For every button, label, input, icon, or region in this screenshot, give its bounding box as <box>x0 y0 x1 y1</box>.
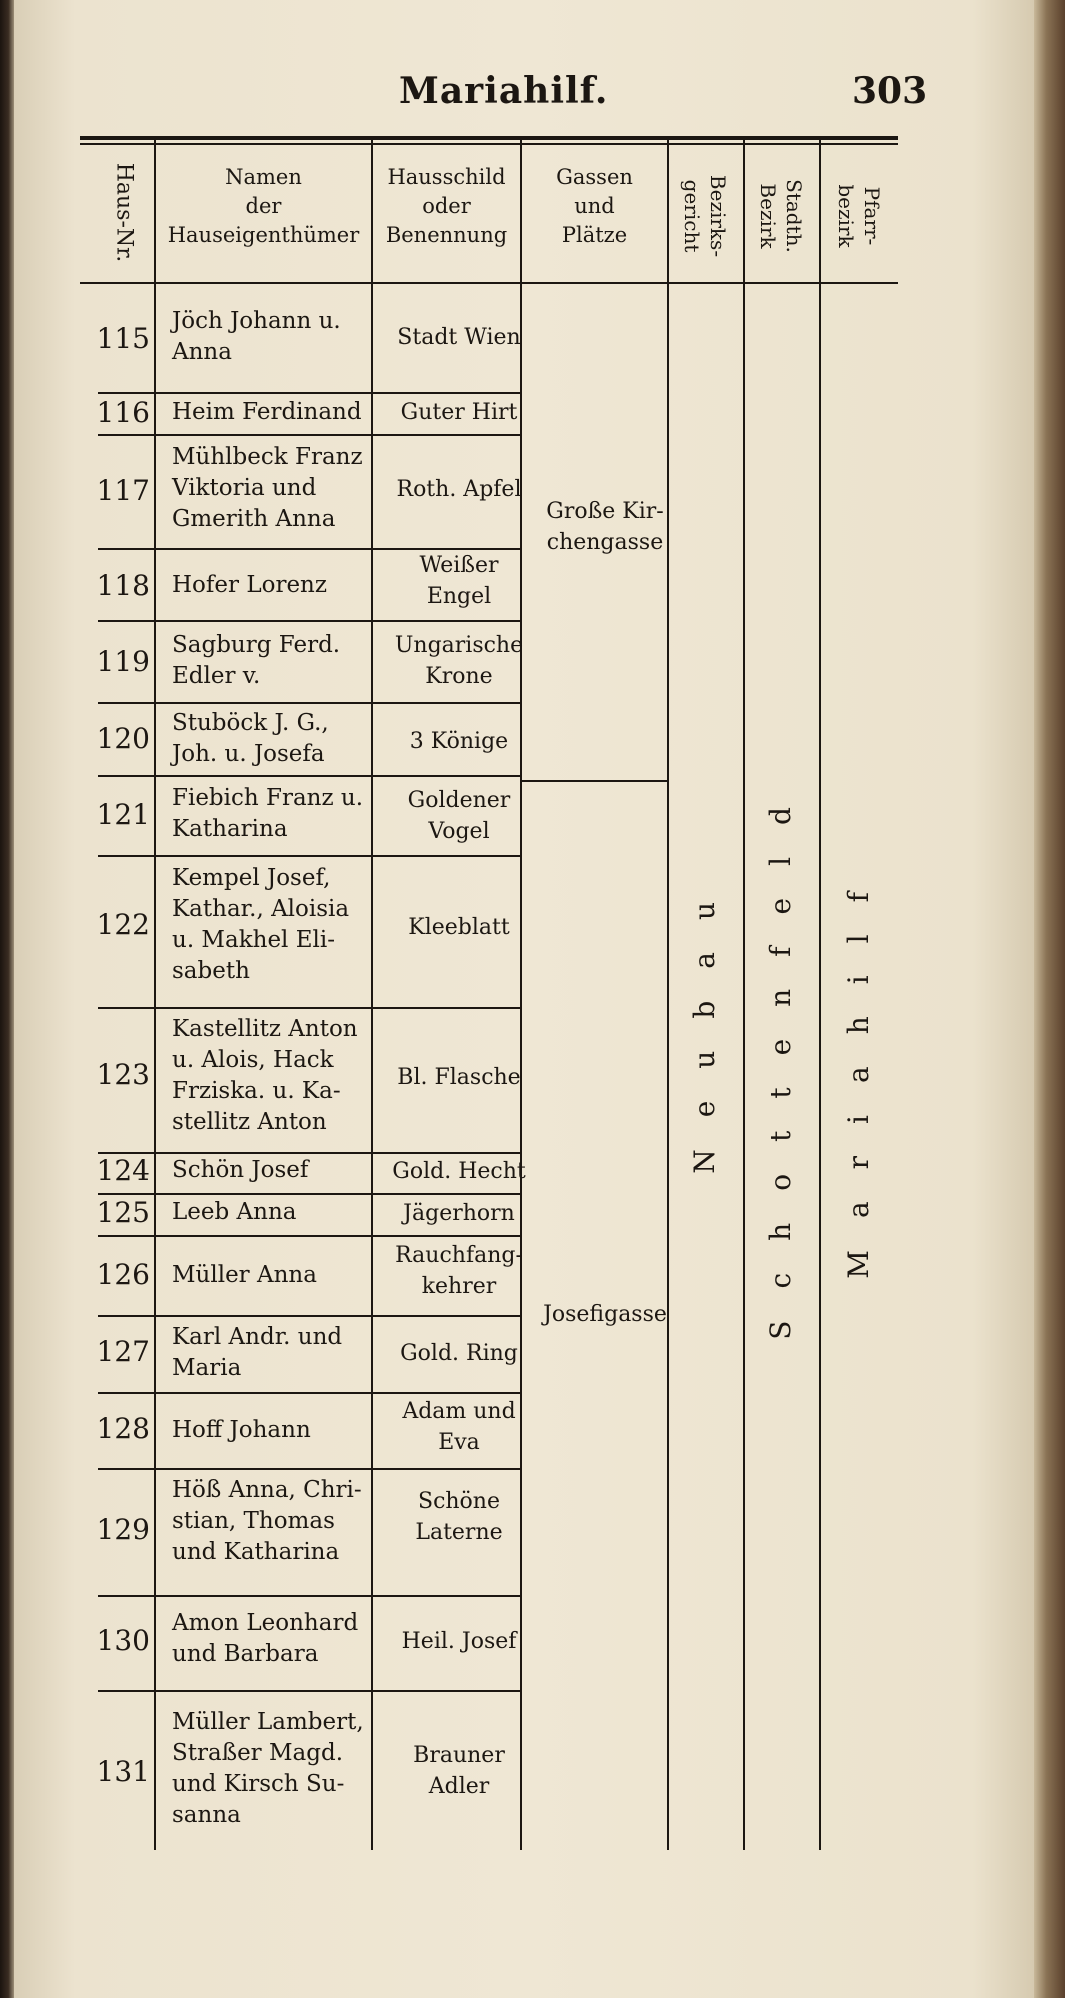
owner-name: Schön Josef <box>172 1157 309 1183</box>
row-sep <box>98 620 522 622</box>
owner-name: Sagburg Ferd. Edler v. <box>172 632 341 689</box>
house-sign: Kleeblatt <box>408 915 510 940</box>
owner-name: Leeb Anna <box>172 1199 297 1225</box>
owner-name: Karl Andr. und Maria <box>172 1324 343 1381</box>
house-number: 127 <box>96 1335 150 1368</box>
owner-name: Kempel Josef, Kathar., Aloisia u. Makhel Eli- sabeth <box>172 865 350 984</box>
top-rule-thin <box>80 143 898 145</box>
col-line-6 <box>819 140 821 1850</box>
house-sign: Guter Hirt <box>400 400 518 425</box>
house-sign: Gold. Hecht <box>392 1159 526 1184</box>
street-name: Große Kir- chengasse <box>546 499 664 555</box>
owner-name: Stuböck J. G., Joh. u. Josefa <box>172 710 329 767</box>
header-owners: Namen der Hauseigenthümer <box>167 165 360 247</box>
house-sign: 3 Könige <box>409 729 509 754</box>
row-sep <box>98 1193 522 1195</box>
owner-name: Höß Anna, Chri- stian, Thomas und Katharina <box>172 1477 362 1565</box>
header-streets: Gassen und Plätze <box>556 165 633 247</box>
parish-district-vertical: Mariahilf <box>842 860 875 1279</box>
house-sign: Weißer Engel <box>419 553 499 609</box>
house-sign: Goldener Vogel <box>407 788 511 844</box>
house-sign: Adam und Eva <box>402 1399 516 1455</box>
row-sep <box>98 702 522 704</box>
row-sep <box>98 392 522 394</box>
house-sign: Roth. Apfel <box>396 477 522 502</box>
header-bottom-rule <box>80 282 898 284</box>
court-district-vertical: Neubau <box>688 870 721 1174</box>
house-sign: Heil. Josef <box>401 1629 517 1654</box>
page-title: Mariahilf. <box>399 70 609 112</box>
row-sep <box>98 855 522 857</box>
house-sign: Ungarische Krone <box>394 633 524 689</box>
house-number: 130 <box>96 1624 150 1657</box>
row-sep <box>98 1235 522 1237</box>
owner-name: Hoff Johann <box>172 1417 311 1443</box>
book-page <box>14 0 1034 1998</box>
owner-name: Fiebich Franz u. Katharina <box>172 785 364 842</box>
row-sep <box>98 434 522 436</box>
owner-name: Amon Leonhard und Barbara <box>172 1610 359 1667</box>
col-line-5 <box>743 140 745 1850</box>
row-sep <box>98 1007 522 1009</box>
house-sign: Brauner Adler <box>413 1743 505 1799</box>
house-number: 126 <box>96 1258 150 1291</box>
row-sep <box>98 1468 522 1470</box>
owner-name: Mühlbeck Franz Viktoria und Gmerith Anna <box>172 444 363 532</box>
house-number: 129 <box>96 1513 150 1546</box>
house-number: 131 <box>96 1755 150 1788</box>
house-number: 125 <box>96 1196 150 1229</box>
row-sep <box>98 1152 522 1154</box>
page-number: 303 <box>852 70 928 112</box>
row-sep <box>98 1595 522 1597</box>
house-number: 118 <box>96 569 150 602</box>
house-number: 119 <box>96 645 150 678</box>
header-parish: Pfarr- bezirk <box>834 184 884 248</box>
street-name: Josefigasse <box>543 1302 667 1327</box>
owner-name: Hofer Lorenz <box>172 572 327 598</box>
house-number: 115 <box>96 322 150 355</box>
row-sep <box>98 1690 522 1692</box>
street-group-sep <box>522 780 667 782</box>
house-number: 121 <box>96 798 150 831</box>
house-number: 123 <box>96 1058 150 1091</box>
house-sign: Gold. Ring <box>400 1341 518 1366</box>
header-district: Stadth. Bezirk <box>756 179 806 253</box>
row-sep <box>98 775 522 777</box>
book-spine <box>0 0 14 1998</box>
header-sign: Hausschild oder Benennung <box>385 165 508 247</box>
page-edge <box>1034 0 1065 1998</box>
house-number: 128 <box>96 1412 150 1445</box>
col-line-4 <box>667 140 669 1850</box>
house-number: 116 <box>96 396 150 429</box>
house-number: 117 <box>96 474 150 507</box>
header-house-nr: Haus-Nr. <box>111 162 137 263</box>
top-rule-thick <box>80 136 898 140</box>
house-number: 122 <box>96 908 150 941</box>
house-number: 124 <box>96 1154 150 1187</box>
header-court: Bezirks- gericht <box>680 174 730 258</box>
owner-name: Heim Ferdinand <box>172 399 362 425</box>
row-sep <box>98 1392 522 1394</box>
owner-name: Müller Lambert, Straßer Magd. und Kirsch Su- sanna <box>172 1709 364 1828</box>
city-district-vertical: Schottenfeld <box>764 775 797 1340</box>
col-line-1 <box>154 140 156 1850</box>
row-sep <box>98 1315 522 1317</box>
house-sign: Schöne Laterne <box>415 1489 503 1545</box>
house-sign: Stadt Wien <box>397 325 521 350</box>
house-number: 120 <box>96 722 150 755</box>
house-sign: Rauchfang- kehrer <box>395 1243 523 1299</box>
owner-name: Müller Anna <box>172 1262 317 1288</box>
owner-name: Kastellitz Anton u. Alois, Hack Frziska. u. Ka- stellitz Anton <box>172 1016 358 1135</box>
house-sign: Bl. Flasche <box>397 1065 521 1090</box>
owner-name: Jöch Johann u. Anna <box>172 308 341 365</box>
house-sign: Jägerhorn <box>403 1201 515 1226</box>
